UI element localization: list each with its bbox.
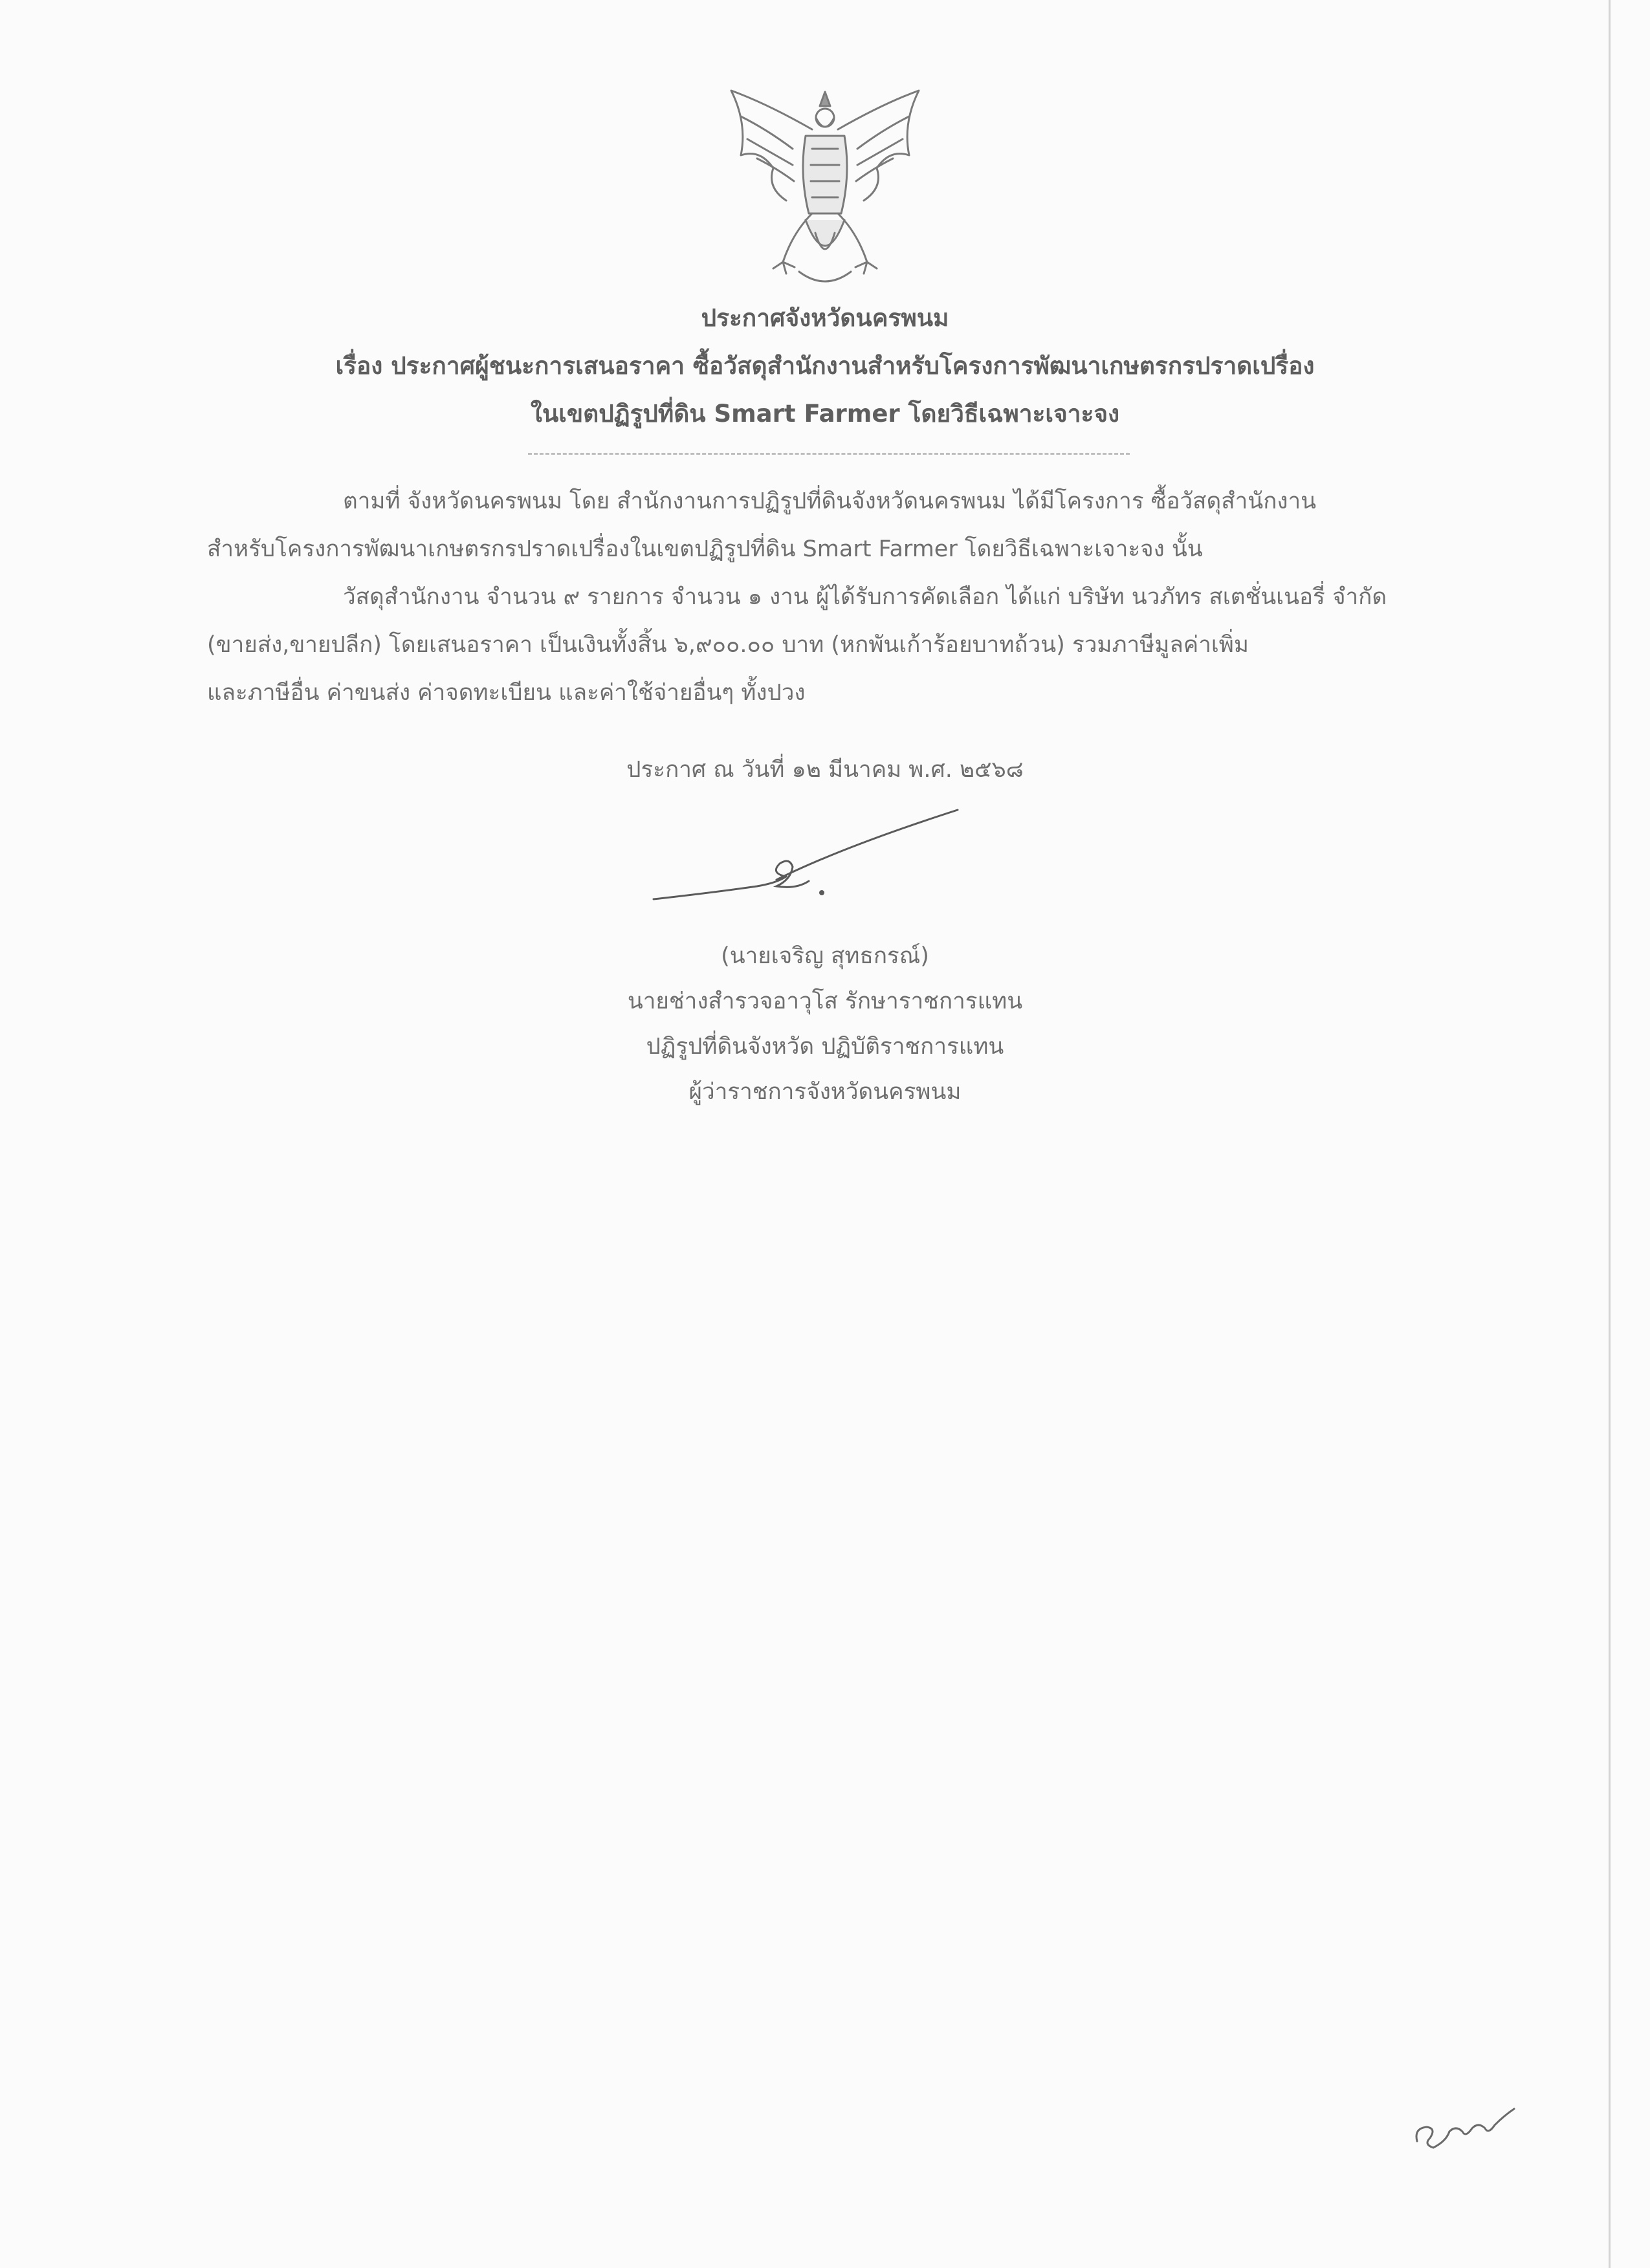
announcement-subject-line2: ในเขตปฏิรูปที่ดิน Smart Farmer โดยวิธีเฉพาะเจาะจง [530,400,1120,428]
scan-edge [1609,0,1611,2268]
handwritten-signature [647,802,971,919]
body-paragraph2-line3: และภาษีอื่น ค่าขนส่ง ค่าจดทะเบียน และค่าใช้จ่ายอื่นๆ ทั้งปวง [207,680,806,706]
dashed-divider [528,453,1130,455]
body-paragraph1-line2: สำหรับโครงการพัฒนาเกษตรกรปราดเปรื่องในเขตปฏิรูปที่ดิน Smart Farmer โดยวิธีเฉพาะเจาะจง นั้น [207,536,1203,562]
signatory-position-line3: ผู้ว่าราชการจังหวัดนครพนม [688,1079,962,1105]
body-paragraph2-line1: วัสดุสำนักงาน จำนวน ๙ รายการ จำนวน ๑ งาน ผู้ได้รับการคัดเลือก ได้แก่ บริษัท นวภัทร สเตชั่นเนอรี่ จำกัด [343,584,1387,610]
body-paragraph1-line1: ตามที่ จังหวัดนครพนม โดย สำนักงานการปฏิรูปที่ดินจังหวัดนครพนม ได้มีโครงการ ซื้อวัสดุสำนักงาน [343,488,1317,514]
signatory-position-line2: ปฏิรูปที่ดินจังหวัด ปฏิบัติราชการแทน [646,1034,1004,1060]
garuda-emblem-icon [721,78,929,298]
signatory-name: (นายเจริญ สุทธกรณ์) [721,943,929,969]
announcement-date: ประกาศ ณ วันที่ ๑๒ มีนาคม พ.ศ. ๒๕๖๘ [626,757,1024,783]
handwritten-page-number [1411,2096,1521,2154]
body-paragraph2-line2: (ขายส่ง,ขายปลีก) โดยเสนอราคา เป็นเงินทั้งสิ้น ๖,๙๐๐.๐๐ บาท (หกพันเก้าร้อยบาทถ้วน) รวมภาษีมูลค่าเพิ่ม [207,632,1249,658]
announcement-subject-line1: เรื่อง ประกาศผู้ชนะการเสนอราคา ซื้อวัสดุสำนักงานสำหรับโครงการพัฒนาเกษตรกรปราดเปรื่อง [335,352,1315,380]
announcement-title: ประกาศจังหวัดนครพนม [701,304,949,332]
signatory-position-line1: นายช่างสำรวจอาวุโส รักษาราชการแทน [627,988,1023,1014]
